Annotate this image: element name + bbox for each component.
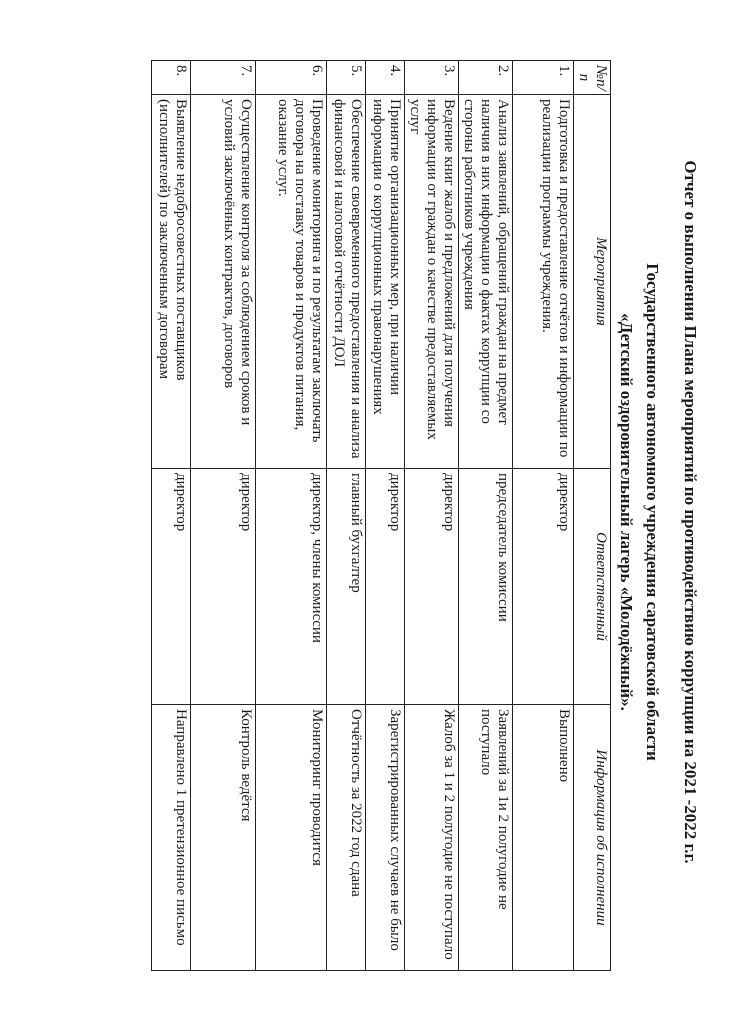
row-responsible: директор <box>405 469 459 705</box>
column-header-responsible: Ответственный <box>574 469 611 705</box>
row-activity: Осуществление контроля за соблюдением сроков и условий заключённых контрактов, договоров <box>191 95 256 469</box>
institution-line: Государственного автономного учреждения саратовской области <box>643 263 662 761</box>
column-header-num: №п/п <box>574 61 611 95</box>
row-number: 7. <box>191 61 256 95</box>
row-number: 1. <box>513 61 574 95</box>
row-responsible: директор <box>366 469 405 705</box>
row-responsible: директор <box>152 469 191 705</box>
table-row <box>459 61 513 971</box>
row-activity: Подготовка и предоставление отчётов и информации по реализации программы учреждения. <box>513 95 574 469</box>
row-number: 6. <box>256 61 327 95</box>
table-header-row <box>574 61 611 971</box>
row-activity: Обеспечение своевременного предоставления и анализа финансовой и налоговой отчётности ДОЛ <box>327 95 366 469</box>
row-responsible: председатель комиссии <box>459 469 513 705</box>
row-responsible: директор <box>191 469 256 705</box>
row-info: Направлено 1 претензионное письмо <box>152 705 191 971</box>
table-row <box>191 61 256 971</box>
report-title: Отчет о выполнении Плана мероприятий по противодействию коррупции на 2021 -2022 г.г. <box>681 160 700 864</box>
column-header-info: Информация об исполнении <box>574 705 611 971</box>
table-row <box>152 61 191 971</box>
row-activity: Принятие организационных мер, при наличии информации о коррупционных правонарушениях <box>366 95 405 469</box>
row-info: Отчётность за 2022 год сдана <box>327 705 366 971</box>
row-info: Контроль ведётся <box>191 705 256 971</box>
row-number: 5. <box>327 61 366 95</box>
row-responsible: директор, члены комиссии <box>256 469 327 705</box>
row-activity: Проведение мониторинга и по результатам заключать договора на поставку товаров и продуктов питания, оказание услуг. <box>256 95 327 469</box>
table-row <box>513 61 574 971</box>
row-responsible: главный бухгалтер <box>327 469 366 705</box>
camp-name-line: «Детский оздоровительный лагерь «Молодёжный». <box>617 313 636 711</box>
row-info: Мониторинг проводится <box>256 705 327 971</box>
row-info: Выполнено <box>513 705 574 971</box>
row-activity: Выявление недобросовестных поставщиков (исполнителей) по заключенным договорам <box>152 95 191 469</box>
anticorruption-plan-table <box>151 60 611 971</box>
column-header-activity: Мероприятия <box>574 95 611 469</box>
row-number: 3. <box>405 61 459 95</box>
row-number: 8. <box>152 61 191 95</box>
table-row <box>327 61 366 971</box>
table-row <box>256 61 327 971</box>
row-activity: Ведение книг жалоб и предложений для получения информации от граждан о качестве предоставляемых услуг <box>405 95 459 469</box>
row-activity: Анализ заявлений, обращений граждан на предмет наличия в них информации о фактах коррупции со стороны работников учреждения <box>459 95 513 469</box>
row-number: 4. <box>366 61 405 95</box>
row-responsible: директор <box>513 469 574 705</box>
table-row <box>405 61 459 971</box>
row-info: Зарегистрированных случаев не было <box>366 705 405 971</box>
row-number: 2. <box>459 61 513 95</box>
row-info: Жалоб за 1 и 2 полугодие не поступало <box>405 705 459 971</box>
table-row <box>366 61 405 971</box>
row-info: Заявлений за 1и 2 полугодие не поступало <box>459 705 513 971</box>
